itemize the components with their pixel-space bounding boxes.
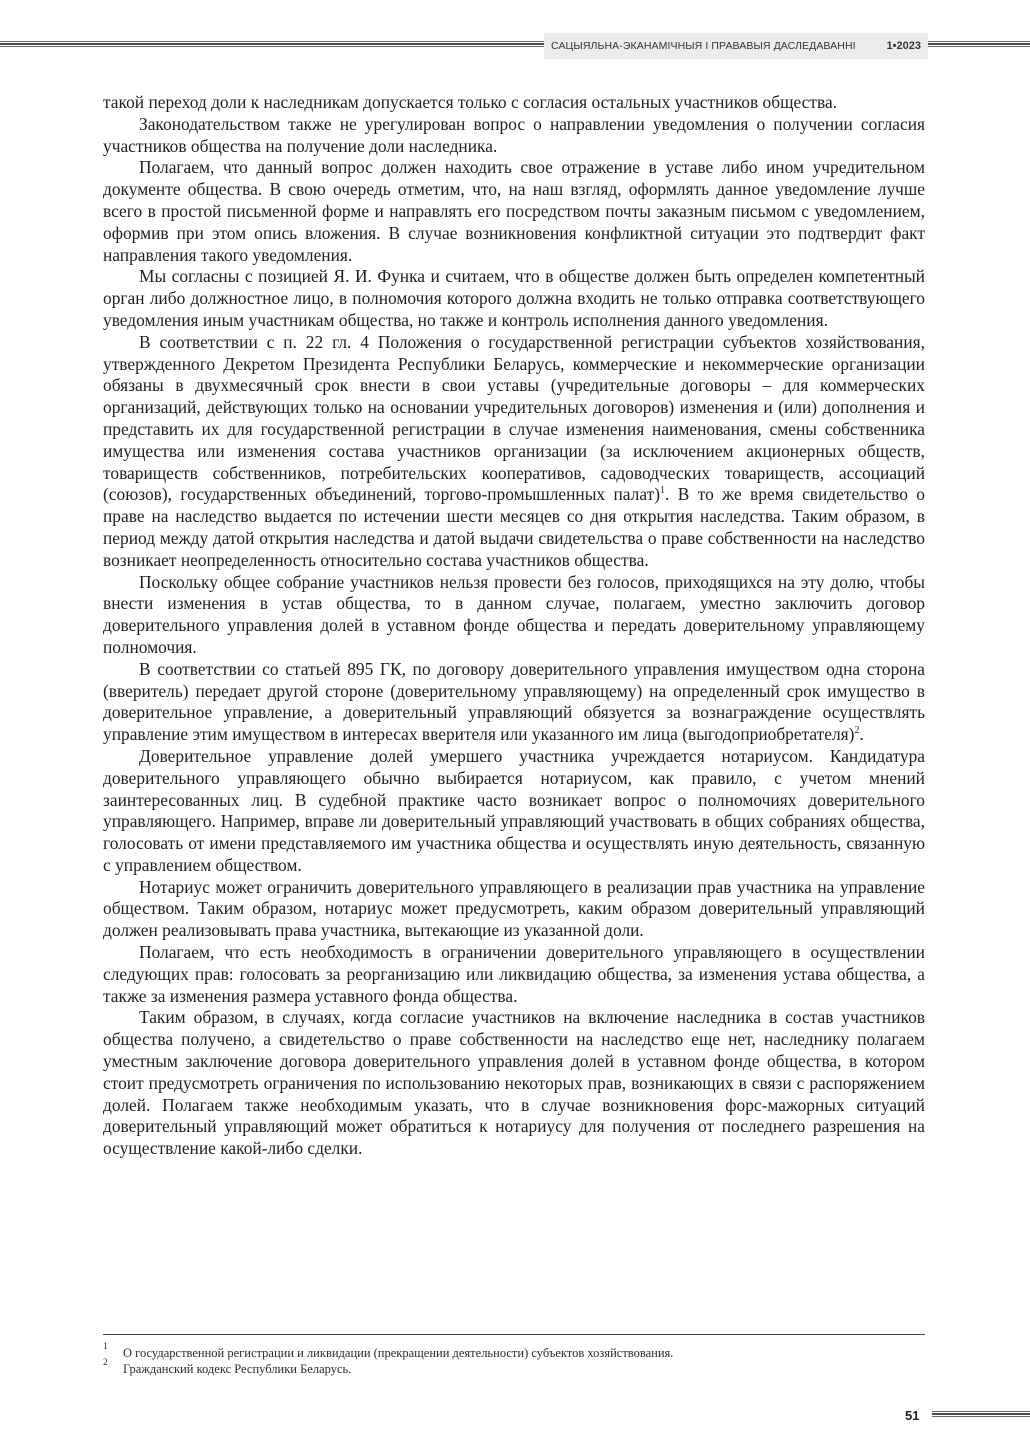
- paragraph: такой переход доли к наследникам допускается только с согласия остальных участников общества.: [103, 92, 838, 112]
- header-rule-right: [928, 41, 1030, 50]
- paragraph: Таким образом, в случаях, когда согласие участников на включение наследника в состав участников общества получено, а свидетельство о праве собственности на наследство еще нет, наследнику полагаем уместным заключение договора доверительного управления долей в уставном фонде общества, в котором стоит предусмотреть ограничения по использованию некоторых прав, возникающих в связи с распоряжением долей. Полагаем также необходимым указать, что в случае возникновения форс-мажорных ситуаций доверительный управляющий может обратиться к нотариусу для получения от последнего разрешения на осуществление какой-либо сделки.: [103, 1007, 925, 1159]
- footer-rule: [932, 1411, 1030, 1418]
- footnote-text: О государственной регистрации и ликвидации (прекращении деятельности) субъектов хозяйствования.: [123, 1346, 674, 1360]
- running-header: [544, 33, 928, 59]
- journal-title: САЦЫЯЛЬНА-ЭКАНАМІЧНЫЯ І ПРАВАВЫЯ ДАСЛЕДАВАННІ: [551, 40, 856, 52]
- paragraph: Полагаем, что есть необходимость в ограничении доверительного управляющего в осуществлении следующих прав: голосовать за реорганизацию или ликвидацию общества, за изменения устава общества, а также за изменения размера уставного фонда общества.: [103, 942, 925, 1006]
- article-body: [103, 92, 925, 1160]
- paragraph: Доверительное управление долей умершего участника учреждается нотариусом. Кандидатура доверительного управляющего обычно выбирается нотариусом, как правило, с учетом мнений заинтересованных лиц. В судебной практике часто возникает вопрос о полномочиях доверительного управляющего. Например, вправе ли доверительный управляющий участвовать в общих собраниях общества, голосовать от имени представляемого им участника общества и осуществлять иную деятельность, связанную с управлением обществом.: [103, 745, 925, 875]
- paragraph: [103, 659, 925, 746]
- paragraph: Мы согласны с позицией Я. И. Функа и считаем, что в обществе должен быть определен компетентный орган либо должностное лицо, в полномочия которого должна входить не только отправка соответствующего уведомления иным участникам общества, но также и контроль исполнения данного уведомления.: [103, 266, 925, 330]
- footnote-divider: [103, 1334, 925, 1335]
- paragraph-text: В соответствии со статьей 895 ГК, по договору доверительного управления имуществом одна сторона (вверитель) передает другой стороне (доверительному управляющему) на определенный срок имущество в доверительное управление, а доверительный управляющий обязуется за вознаграждение осуществлять управление этим имуществом в интересах вверителя или указанного им лица (выгодоприобретателя): [103, 658, 925, 745]
- paragraph: Поскольку общее собрание участников нельзя провести без голосов, приходящихся на эту долю, чтобы внести изменения в устав общества, то в данном случае, полагаем, уместно заключить договор доверительного управления долей в уставном фонде общества и передать доверительному управляющему полномочия.: [103, 571, 925, 657]
- footnote-number: 2: [103, 1358, 108, 1368]
- paragraph-text: . В то же время свидетельство о праве на наследство выдается по истечении шести месяцев со дня открытия наследства. Таким образом, в период между датой открытия наследства и датой выдачи свидетельства о праве собственности на наследство возникает неопределенность относительно состава участников общества.: [103, 484, 925, 570]
- paragraph-text: В соответствии с п. 22 гл. 4 Положения о государственной регистрации субъектов хозяйствования, утвержденного Декретом Президента Республики Беларусь, коммерческие и некоммерческие организации обязаны в двухмесячный срок внести в свои уставы (учредительные договоры – для коммерческих организаций, действующих только на основании учредительных договоров) изменения и (или) дополнения и представить их для государственной регистрации в случае изменения наименования, смены собственника имущества или изменения состава участников организации (за исключением акционерных обществ, товариществ собственников, потребительских кооперативов, садоводческих товариществ, ассоциаций (союзов), государственных объединений, торгово-промышленных палат): [103, 331, 925, 505]
- footnote-ref: 2: [854, 725, 860, 737]
- paragraph: Нотариус может ограничить доверительного управляющего в реализации прав участника на управление обществом. Таким образом, нотариус может предусмотреть, каким образом доверительный управляющий должен реализовывать права участника, вытекающие из указанной доли.: [103, 876, 925, 941]
- footnote-text: Гражданский кодекс Республики Беларусь.: [123, 1362, 352, 1376]
- header-rule-left: [0, 41, 544, 50]
- paragraph: Полагаем, что данный вопрос должен находить свое отражение в уставе либо ином учредительном документе общества. В свою очередь отметим, что, на наш взгляд, оформлять данное уведомление лучше всего в простой письменной форме и направлять его посредством почты заказным письмом с уведомлением, оформив при этом опись вложения. В случае возникновения конфликтной ситуации это подтвердит факт направления такого уведомления.: [103, 157, 925, 265]
- issue-number: 1•2023: [886, 40, 921, 52]
- paragraph: [103, 332, 925, 572]
- paragraph: Законодательством также не урегулирован вопрос о направлении уведомления о получении согласия участников общества на получение доли наследника.: [103, 113, 925, 156]
- page-number: 51: [905, 1408, 920, 1423]
- footnote-ref: 1: [660, 485, 665, 497]
- paragraph-text: .: [859, 724, 864, 745]
- footnote-number: 1: [103, 1342, 108, 1352]
